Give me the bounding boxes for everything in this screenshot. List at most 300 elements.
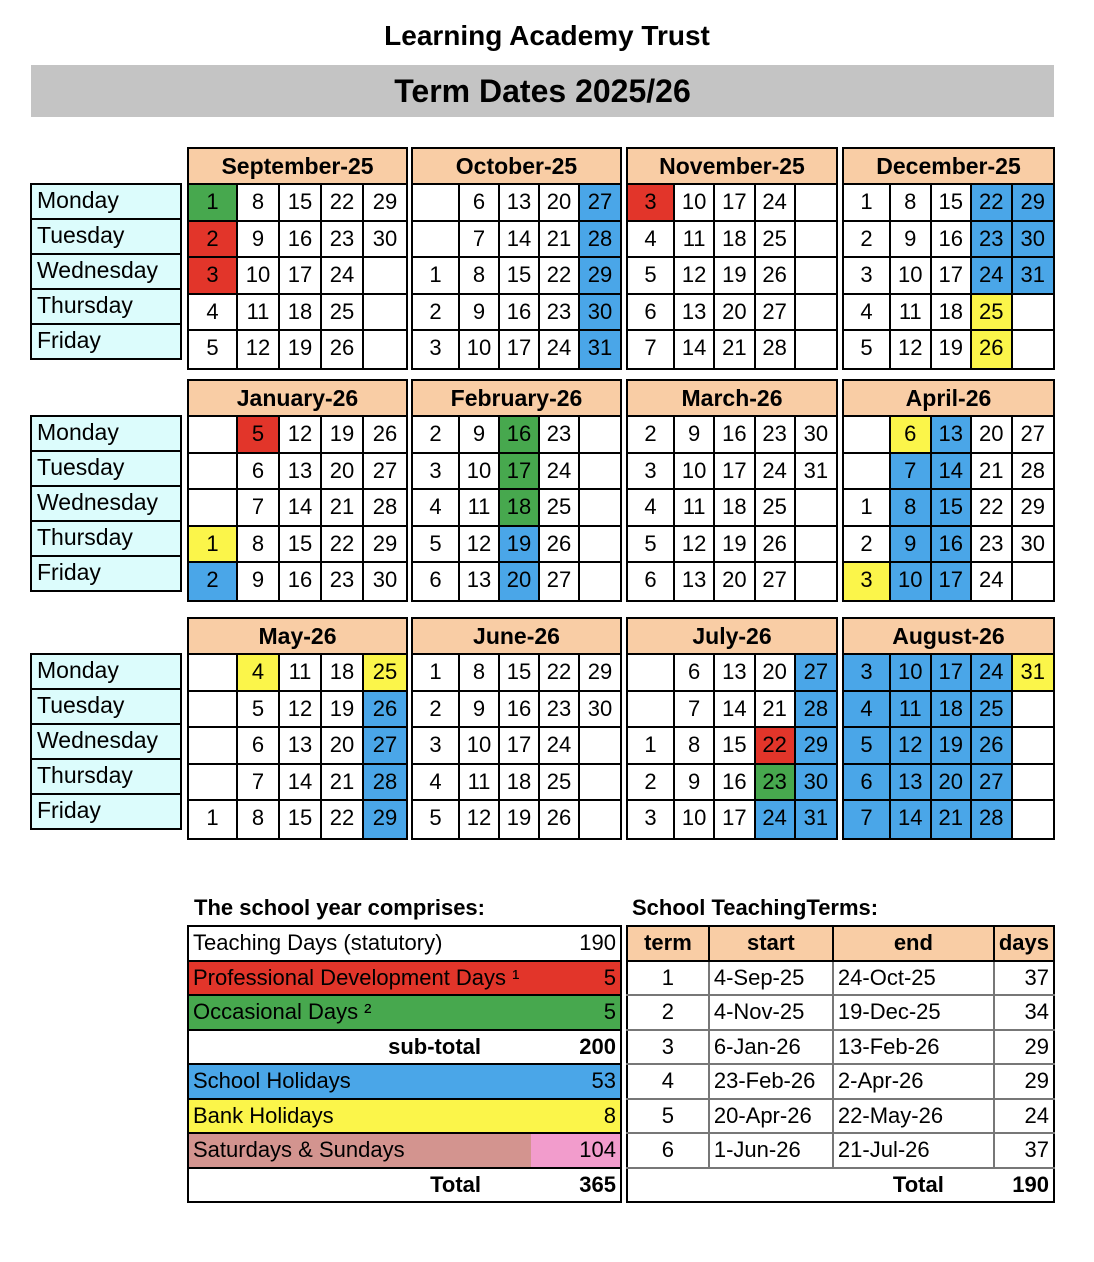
date-cell: 26 bbox=[540, 527, 580, 564]
date-cell: 23 bbox=[540, 295, 580, 332]
date-cell: 12 bbox=[675, 527, 715, 564]
date-cell: 23 bbox=[972, 527, 1013, 564]
date-cell: 12 bbox=[280, 692, 322, 729]
month-may-26 bbox=[187, 617, 408, 840]
terms-header: end bbox=[833, 926, 994, 961]
date-cell bbox=[189, 490, 238, 527]
date-cell: 31 bbox=[1013, 655, 1054, 692]
date-cell: 29 bbox=[580, 258, 620, 295]
date-cell: 18 bbox=[280, 295, 322, 332]
month-february-26 bbox=[411, 379, 622, 602]
terms-header: start bbox=[709, 926, 833, 961]
date-cell: 8 bbox=[460, 655, 500, 692]
date-cell: 4 bbox=[628, 222, 675, 259]
date-cell: 6 bbox=[238, 728, 280, 765]
date-cell bbox=[364, 258, 406, 295]
date-cell: 28 bbox=[796, 692, 836, 729]
date-cell: 2 bbox=[844, 222, 891, 259]
date-cell: 11 bbox=[675, 490, 715, 527]
date-cell: 3 bbox=[844, 655, 891, 692]
date-cell: 20 bbox=[322, 454, 364, 491]
date-cell: 29 bbox=[364, 527, 406, 564]
summary-label: Occasional Days ² bbox=[188, 995, 531, 1030]
date-cell: 25 bbox=[364, 655, 406, 692]
date-cell: 5 bbox=[844, 728, 891, 765]
date-cell: 8 bbox=[460, 258, 500, 295]
date-cell: 7 bbox=[891, 454, 932, 491]
weekday-label: Friday bbox=[30, 793, 182, 830]
date-cell: 15 bbox=[932, 490, 973, 527]
date-cell: 24 bbox=[972, 258, 1013, 295]
date-cell: 14 bbox=[280, 490, 322, 527]
term-cell: 5 bbox=[627, 1099, 709, 1134]
date-cell: 17 bbox=[280, 258, 322, 295]
date-cell bbox=[844, 417, 891, 454]
summary-row bbox=[188, 1064, 621, 1099]
date-cell: 31 bbox=[580, 331, 620, 368]
summary-label: Professional Development Days ¹ bbox=[188, 961, 531, 996]
date-cell: 15 bbox=[715, 728, 755, 765]
date-cell bbox=[364, 295, 406, 332]
date-cell: 8 bbox=[238, 185, 280, 222]
date-cell: 5 bbox=[238, 417, 280, 454]
term-cell: 22-May-26 bbox=[833, 1099, 994, 1134]
date-cell: 19 bbox=[322, 417, 364, 454]
date-cell: 27 bbox=[364, 728, 406, 765]
summary-row bbox=[188, 961, 621, 996]
date-cell: 10 bbox=[675, 801, 715, 838]
date-cell: 8 bbox=[891, 490, 932, 527]
date-cell: 1 bbox=[189, 801, 238, 838]
date-cell: 13 bbox=[715, 655, 755, 692]
date-cell: 1 bbox=[413, 655, 460, 692]
date-cell: 14 bbox=[891, 801, 932, 838]
date-cell: 1 bbox=[189, 185, 238, 222]
terms-total-label: Total bbox=[627, 1168, 994, 1203]
date-cell: 25 bbox=[540, 490, 580, 527]
date-cell: 22 bbox=[322, 527, 364, 564]
date-cell bbox=[1013, 295, 1054, 332]
date-cell: 26 bbox=[756, 258, 796, 295]
month-title: July-26 bbox=[628, 619, 836, 655]
summary-label: sub-total bbox=[188, 1030, 531, 1065]
date-cell: 6 bbox=[628, 563, 675, 600]
date-cell: 19 bbox=[932, 331, 973, 368]
term-row bbox=[627, 1099, 1054, 1134]
summary-label: Teaching Days (statutory) bbox=[188, 926, 531, 961]
term-row bbox=[627, 1133, 1054, 1168]
summary-label: Total bbox=[188, 1168, 531, 1203]
date-cell: 26 bbox=[364, 417, 406, 454]
date-cell: 21 bbox=[972, 454, 1013, 491]
date-cell: 1 bbox=[844, 490, 891, 527]
date-cell: 14 bbox=[675, 331, 715, 368]
date-cell: 4 bbox=[628, 490, 675, 527]
date-cell: 13 bbox=[280, 454, 322, 491]
date-cell: 18 bbox=[715, 222, 755, 259]
terms-title: School TeachingTerms: bbox=[632, 895, 879, 920]
weekday-label: Monday bbox=[30, 183, 182, 220]
weekday-label: Wednesday bbox=[30, 253, 182, 290]
weekday-label: Monday bbox=[30, 653, 182, 690]
date-cell: 2 bbox=[413, 692, 460, 729]
date-cell: 9 bbox=[675, 765, 715, 802]
date-cell: 24 bbox=[540, 728, 580, 765]
summary-value: 190 bbox=[531, 926, 621, 961]
term-cell: 4-Nov-25 bbox=[709, 995, 833, 1030]
terms-table bbox=[626, 925, 1055, 1203]
summary-value: 5 bbox=[531, 961, 621, 996]
term-cell: 4 bbox=[627, 1064, 709, 1099]
date-cell: 24 bbox=[540, 454, 580, 491]
date-cell: 23 bbox=[540, 417, 580, 454]
summary-value: 53 bbox=[531, 1064, 621, 1099]
date-cell: 6 bbox=[238, 454, 280, 491]
month-title: June-26 bbox=[413, 619, 620, 655]
date-cell: 6 bbox=[844, 765, 891, 802]
date-cell: 18 bbox=[932, 692, 973, 729]
date-cell: 8 bbox=[238, 801, 280, 838]
date-cell: 25 bbox=[756, 490, 796, 527]
terms-total-value: 190 bbox=[994, 1168, 1054, 1203]
date-cell bbox=[1013, 692, 1054, 729]
summary-value: 5 bbox=[531, 995, 621, 1030]
month-title: April-26 bbox=[844, 381, 1053, 417]
month-title: December-25 bbox=[844, 149, 1053, 185]
summary-label: Bank Holidays bbox=[188, 1099, 531, 1134]
date-cell: 10 bbox=[891, 258, 932, 295]
date-cell: 20 bbox=[756, 655, 796, 692]
summary-title: The school year comprises: bbox=[194, 895, 485, 920]
month-july-26 bbox=[626, 617, 838, 840]
date-cell: 3 bbox=[628, 801, 675, 838]
date-cell: 27 bbox=[364, 454, 406, 491]
date-cell: 2 bbox=[628, 417, 675, 454]
date-cell bbox=[1013, 801, 1054, 838]
month-title: October-25 bbox=[413, 149, 620, 185]
date-cell bbox=[628, 692, 675, 729]
weekday-label: Tuesday bbox=[30, 688, 182, 725]
date-cell: 17 bbox=[500, 331, 540, 368]
date-cell bbox=[189, 728, 238, 765]
term-cell: 29 bbox=[994, 1030, 1054, 1065]
date-cell: 24 bbox=[322, 258, 364, 295]
date-cell: 16 bbox=[715, 765, 755, 802]
weekday-label: Friday bbox=[30, 323, 182, 360]
date-cell: 21 bbox=[756, 692, 796, 729]
date-cell: 1 bbox=[189, 527, 238, 564]
date-cell: 6 bbox=[460, 185, 500, 222]
term-cell: 24 bbox=[994, 1099, 1054, 1134]
summary-row bbox=[188, 995, 621, 1030]
date-cell: 31 bbox=[796, 454, 836, 491]
date-cell: 3 bbox=[413, 331, 460, 368]
date-cell: 23 bbox=[756, 417, 796, 454]
term-cell: 4-Sep-25 bbox=[709, 961, 833, 996]
date-cell: 1 bbox=[844, 185, 891, 222]
date-cell: 5 bbox=[413, 801, 460, 838]
date-cell: 20 bbox=[715, 563, 755, 600]
date-cell: 13 bbox=[500, 185, 540, 222]
date-cell: 25 bbox=[540, 765, 580, 802]
date-cell: 5 bbox=[628, 258, 675, 295]
date-cell: 12 bbox=[891, 728, 932, 765]
date-cell: 3 bbox=[413, 454, 460, 491]
date-cell: 10 bbox=[891, 655, 932, 692]
date-cell: 30 bbox=[796, 765, 836, 802]
weekday-label: Wednesday bbox=[30, 485, 182, 522]
date-cell: 13 bbox=[280, 728, 322, 765]
date-cell: 30 bbox=[1013, 527, 1054, 564]
weekday-label: Thursday bbox=[30, 520, 182, 557]
term-cell: 20-Apr-26 bbox=[709, 1099, 833, 1134]
date-cell: 11 bbox=[460, 765, 500, 802]
weekday-label: Thursday bbox=[30, 288, 182, 325]
date-cell: 1 bbox=[413, 258, 460, 295]
date-cell: 26 bbox=[756, 527, 796, 564]
date-cell: 27 bbox=[540, 563, 580, 600]
summary-label: Saturdays & Sundays bbox=[188, 1133, 531, 1168]
date-cell: 10 bbox=[460, 331, 500, 368]
date-cell: 30 bbox=[796, 417, 836, 454]
summary-row bbox=[188, 926, 621, 961]
date-cell: 8 bbox=[238, 527, 280, 564]
date-cell: 17 bbox=[715, 185, 755, 222]
date-cell: 7 bbox=[675, 692, 715, 729]
month-december-25 bbox=[842, 147, 1055, 370]
date-cell: 19 bbox=[500, 527, 540, 564]
month-june-26 bbox=[411, 617, 622, 840]
date-cell bbox=[189, 655, 238, 692]
date-cell: 11 bbox=[891, 295, 932, 332]
date-cell bbox=[580, 454, 620, 491]
date-cell: 11 bbox=[460, 490, 500, 527]
date-cell bbox=[580, 728, 620, 765]
date-cell: 29 bbox=[364, 185, 406, 222]
month-september-25 bbox=[187, 147, 408, 370]
date-cell: 4 bbox=[238, 655, 280, 692]
term-cell: 24-Oct-25 bbox=[833, 961, 994, 996]
date-cell: 26 bbox=[540, 801, 580, 838]
date-cell: 24 bbox=[540, 331, 580, 368]
date-cell: 3 bbox=[628, 454, 675, 491]
term-row bbox=[627, 1064, 1054, 1099]
date-cell: 3 bbox=[189, 258, 238, 295]
term-cell: 19-Dec-25 bbox=[833, 995, 994, 1030]
date-cell bbox=[580, 801, 620, 838]
date-cell: 10 bbox=[891, 563, 932, 600]
date-cell bbox=[796, 563, 836, 600]
summary-value: 200 bbox=[531, 1030, 621, 1065]
date-cell: 17 bbox=[932, 563, 973, 600]
date-cell bbox=[580, 490, 620, 527]
date-cell: 26 bbox=[972, 331, 1013, 368]
date-cell: 19 bbox=[932, 728, 973, 765]
date-cell: 30 bbox=[580, 692, 620, 729]
date-cell bbox=[189, 765, 238, 802]
date-cell: 6 bbox=[891, 417, 932, 454]
date-cell bbox=[580, 527, 620, 564]
date-cell: 11 bbox=[238, 295, 280, 332]
date-cell bbox=[796, 331, 836, 368]
date-cell bbox=[1013, 331, 1054, 368]
date-cell: 16 bbox=[932, 222, 973, 259]
date-cell: 25 bbox=[756, 222, 796, 259]
month-october-25 bbox=[411, 147, 622, 370]
date-cell: 10 bbox=[238, 258, 280, 295]
date-cell: 19 bbox=[322, 692, 364, 729]
summary-row bbox=[188, 1133, 621, 1168]
date-cell: 28 bbox=[1013, 454, 1054, 491]
date-cell: 23 bbox=[756, 765, 796, 802]
date-cell: 10 bbox=[460, 454, 500, 491]
date-cell: 9 bbox=[460, 692, 500, 729]
date-cell: 5 bbox=[238, 692, 280, 729]
date-cell: 3 bbox=[413, 728, 460, 765]
date-cell: 4 bbox=[844, 295, 891, 332]
date-cell: 16 bbox=[500, 417, 540, 454]
date-cell: 31 bbox=[796, 801, 836, 838]
date-cell: 17 bbox=[715, 801, 755, 838]
date-cell: 22 bbox=[322, 801, 364, 838]
date-cell: 23 bbox=[322, 222, 364, 259]
date-cell: 4 bbox=[413, 490, 460, 527]
date-cell: 17 bbox=[500, 728, 540, 765]
date-cell: 9 bbox=[238, 222, 280, 259]
term-cell: 13-Feb-26 bbox=[833, 1030, 994, 1065]
date-cell: 2 bbox=[413, 417, 460, 454]
date-cell: 15 bbox=[500, 258, 540, 295]
date-cell: 10 bbox=[675, 185, 715, 222]
date-cell: 20 bbox=[500, 563, 540, 600]
date-cell: 9 bbox=[460, 417, 500, 454]
terms-header: term bbox=[627, 926, 709, 961]
date-cell: 29 bbox=[1013, 185, 1054, 222]
date-cell bbox=[796, 490, 836, 527]
date-cell: 24 bbox=[756, 185, 796, 222]
date-cell: 21 bbox=[715, 331, 755, 368]
date-cell: 11 bbox=[675, 222, 715, 259]
term-row bbox=[627, 995, 1054, 1030]
month-august-26 bbox=[842, 617, 1055, 840]
date-cell: 16 bbox=[500, 295, 540, 332]
date-cell: 20 bbox=[932, 765, 973, 802]
date-cell: 22 bbox=[540, 655, 580, 692]
date-cell: 12 bbox=[460, 527, 500, 564]
date-cell: 13 bbox=[460, 563, 500, 600]
date-cell: 19 bbox=[715, 527, 755, 564]
date-cell: 17 bbox=[500, 454, 540, 491]
month-title: May-26 bbox=[189, 619, 406, 655]
date-cell: 27 bbox=[796, 655, 836, 692]
date-cell bbox=[580, 765, 620, 802]
date-cell: 15 bbox=[280, 185, 322, 222]
date-cell: 20 bbox=[972, 417, 1013, 454]
date-cell: 11 bbox=[891, 692, 932, 729]
date-cell bbox=[1013, 728, 1054, 765]
date-cell: 20 bbox=[322, 728, 364, 765]
term-row bbox=[627, 1030, 1054, 1065]
date-cell bbox=[364, 331, 406, 368]
month-title: January-26 bbox=[189, 381, 406, 417]
date-cell: 30 bbox=[364, 563, 406, 600]
date-cell: 30 bbox=[580, 295, 620, 332]
term-cell: 34 bbox=[994, 995, 1054, 1030]
weekday-label: Tuesday bbox=[30, 450, 182, 487]
term-cell: 6-Jan-26 bbox=[709, 1030, 833, 1065]
date-cell: 7 bbox=[628, 331, 675, 368]
date-cell: 9 bbox=[460, 295, 500, 332]
term-cell: 21-Jul-26 bbox=[833, 1133, 994, 1168]
date-cell: 9 bbox=[675, 417, 715, 454]
date-cell: 3 bbox=[844, 258, 891, 295]
date-cell: 16 bbox=[715, 417, 755, 454]
date-cell: 28 bbox=[972, 801, 1013, 838]
date-cell: 17 bbox=[932, 655, 973, 692]
date-cell bbox=[580, 563, 620, 600]
date-cell: 18 bbox=[500, 765, 540, 802]
date-cell bbox=[796, 258, 836, 295]
date-cell: 27 bbox=[1013, 417, 1054, 454]
term-cell: 1 bbox=[627, 961, 709, 996]
date-cell: 27 bbox=[972, 765, 1013, 802]
date-cell: 13 bbox=[932, 417, 973, 454]
month-april-26 bbox=[842, 379, 1055, 602]
month-november-25 bbox=[626, 147, 838, 370]
term-cell: 1-Jun-26 bbox=[709, 1133, 833, 1168]
term-cell: 3 bbox=[627, 1030, 709, 1065]
weekday-labels bbox=[30, 185, 182, 360]
date-cell: 2 bbox=[189, 222, 238, 259]
date-cell: 8 bbox=[675, 728, 715, 765]
date-cell: 2 bbox=[628, 765, 675, 802]
weekday-label: Monday bbox=[30, 415, 182, 452]
date-cell: 22 bbox=[972, 185, 1013, 222]
date-cell: 15 bbox=[280, 801, 322, 838]
term-cell: 37 bbox=[994, 1133, 1054, 1168]
date-cell: 27 bbox=[756, 295, 796, 332]
date-cell: 18 bbox=[715, 490, 755, 527]
terms-header: days bbox=[994, 926, 1054, 961]
date-cell: 24 bbox=[756, 454, 796, 491]
weekday-label: Thursday bbox=[30, 758, 182, 795]
date-cell: 12 bbox=[238, 331, 280, 368]
summary-row bbox=[188, 1168, 621, 1203]
date-cell: 12 bbox=[675, 258, 715, 295]
date-cell: 9 bbox=[891, 222, 932, 259]
date-cell: 29 bbox=[364, 801, 406, 838]
date-cell: 10 bbox=[460, 728, 500, 765]
term-cell: 2 bbox=[627, 995, 709, 1030]
term-cell: 37 bbox=[994, 961, 1054, 996]
term-row bbox=[627, 961, 1054, 996]
date-cell bbox=[189, 417, 238, 454]
date-cell bbox=[1013, 563, 1054, 600]
date-cell bbox=[844, 454, 891, 491]
date-cell bbox=[189, 454, 238, 491]
date-cell: 5 bbox=[628, 527, 675, 564]
date-cell: 13 bbox=[675, 563, 715, 600]
date-cell: 16 bbox=[500, 692, 540, 729]
date-cell: 21 bbox=[322, 490, 364, 527]
date-cell: 19 bbox=[715, 258, 755, 295]
date-cell: 21 bbox=[322, 765, 364, 802]
page-title: Term Dates 2025/26 bbox=[31, 65, 1054, 117]
date-cell: 9 bbox=[238, 563, 280, 600]
date-cell: 17 bbox=[932, 258, 973, 295]
weekday-label: Tuesday bbox=[30, 218, 182, 255]
date-cell: 15 bbox=[932, 185, 973, 222]
